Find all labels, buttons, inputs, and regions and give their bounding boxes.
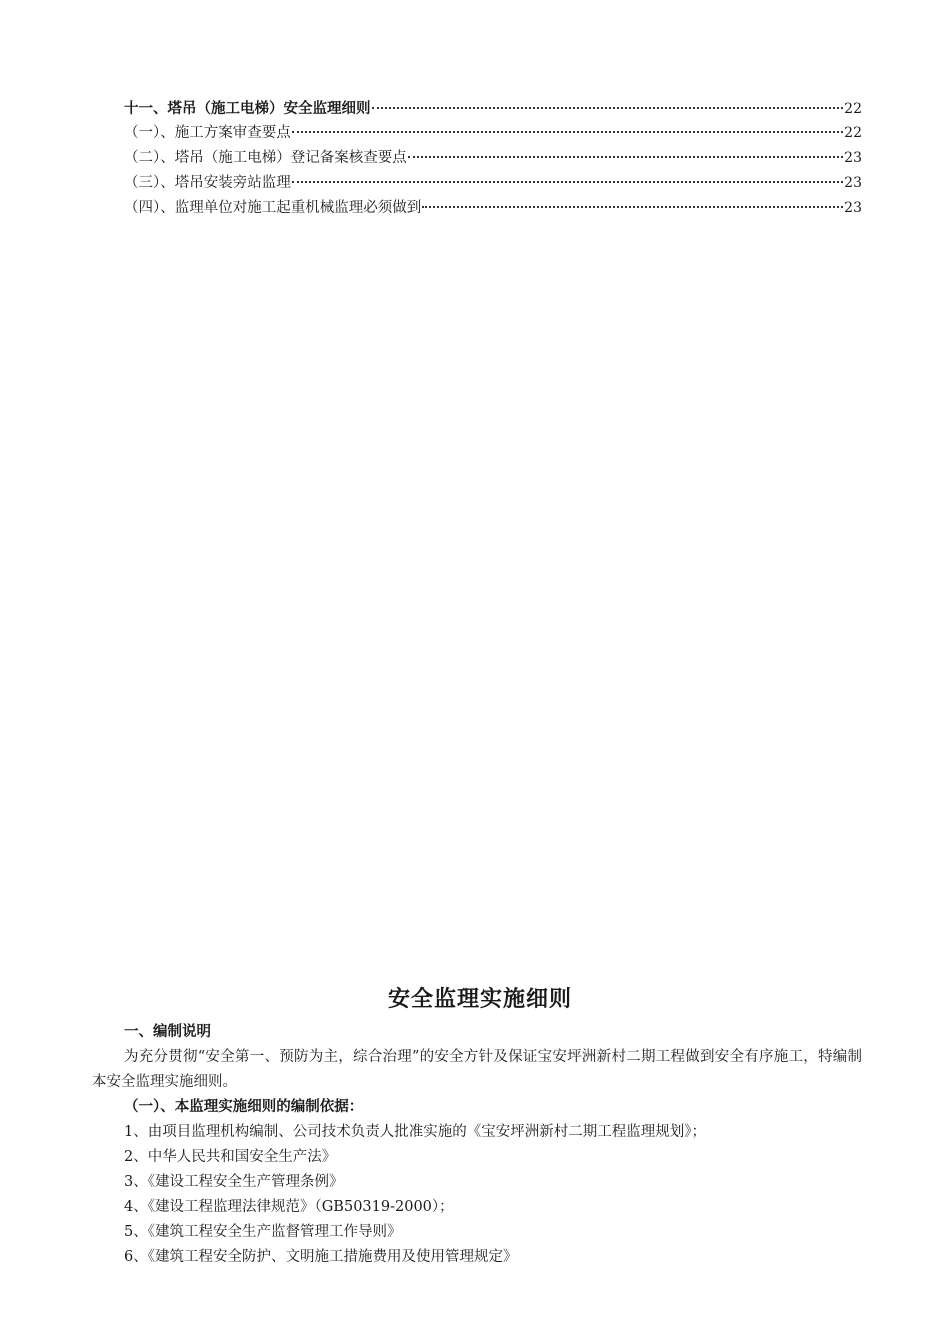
toc-dot-leader	[292, 131, 843, 133]
toc-entry-label: （四）、监理单位对施工起重机械监理必须做到	[124, 200, 422, 216]
toc-entry-page: 23	[844, 150, 862, 166]
toc-entry-page: 22	[844, 101, 862, 117]
toc-entry[interactable]	[124, 171, 862, 196]
toc-entry[interactable]	[124, 196, 862, 221]
toc-entry-page: 22	[844, 125, 862, 141]
toc-entry-label: （二）、塔吊（施工电梯）登记备案核查要点	[124, 150, 407, 166]
toc-entry[interactable]	[124, 96, 862, 121]
section-heading: 一、编制说明	[124, 1024, 211, 1040]
toc-entry-page: 23	[844, 175, 862, 191]
toc-dot-leader	[422, 206, 843, 208]
toc-entry-label: （一）、施工方案审查要点	[124, 125, 291, 141]
toc-entry[interactable]	[124, 146, 862, 171]
document-title: 安全监理实施细则	[387, 987, 572, 1012]
toc-dot-leader	[292, 181, 843, 183]
subsection-heading: （一）、本监理实施细则的编制依据：	[124, 1099, 364, 1115]
toc-entry-label: 十一、塔吊（施工电梯）安全监理细则	[124, 100, 371, 117]
intro-paragraph: 为充分贯彻“安全第一、预防为主，综合治理”的安全方针及保证宝安坪洲新村二期工程做到安全有序施工，特编制本安全监理实施细则。	[92, 1049, 862, 1090]
basis-list-item: 4、《建设工程监理法律规范》（GB50319-2000）；	[124, 1199, 454, 1215]
toc-dot-leader	[408, 156, 843, 158]
basis-list-item: 2、中华人民共和国安全生产法》	[124, 1149, 337, 1165]
table-of-contents	[124, 96, 862, 221]
basis-list-item: 1、由项目监理机构编制、公司技术负责人批准实施的《宝安坪洲新村二期工程监理规划》；	[124, 1124, 706, 1140]
toc-entry[interactable]	[124, 121, 862, 146]
document-body	[92, 1020, 862, 1270]
basis-list-item: 6、《建筑工程安全防护、文明施工措施费用及使用管理规定》	[124, 1249, 518, 1265]
toc-entry-page: 23	[844, 200, 862, 216]
toc-entry-label: （三）、塔吊安装旁站监理	[124, 175, 291, 191]
basis-list-item: 5、《建筑工程安全生产监督管理工作导则》	[124, 1224, 402, 1240]
toc-dot-leader	[372, 107, 844, 109]
basis-list-item: 3、《建设工程安全生产管理条例》	[124, 1174, 344, 1190]
